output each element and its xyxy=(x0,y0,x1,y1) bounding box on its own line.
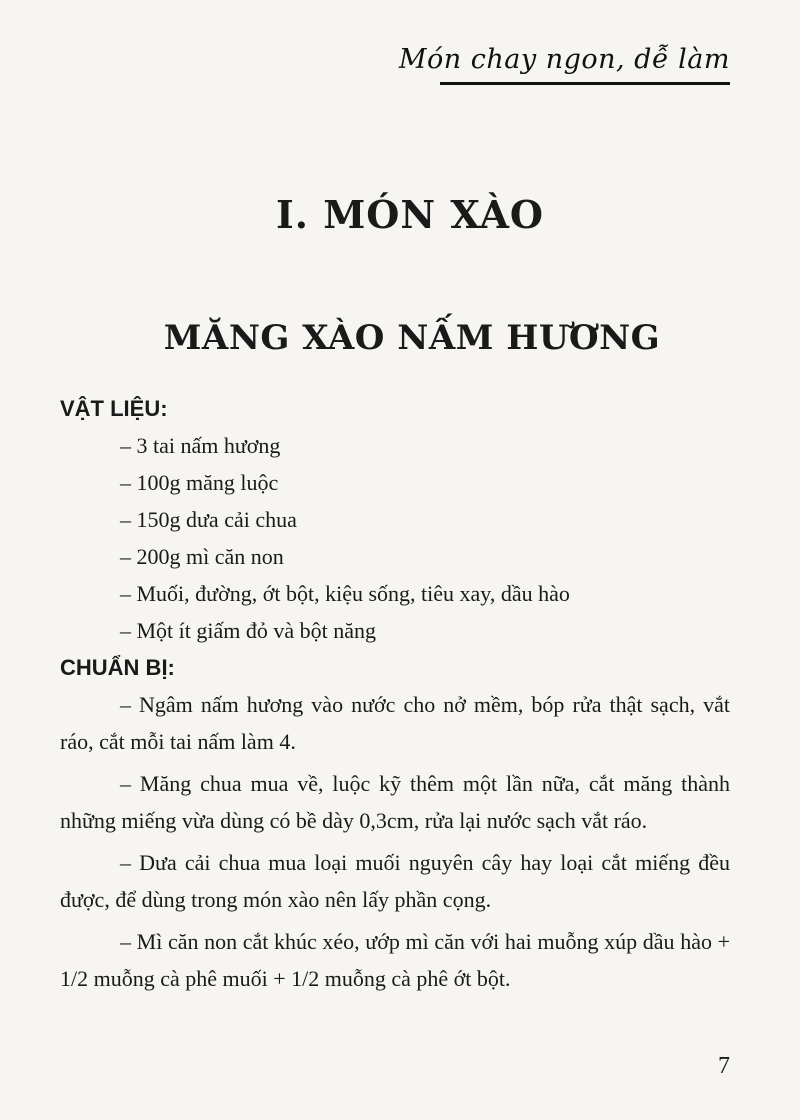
material-item: – 100g măng luộc xyxy=(120,470,279,495)
materials-heading: VẬT LIỆU: xyxy=(60,396,168,421)
preparation-step: – Mì căn non cắt khúc xéo, ướp mì căn với hai muỗng xúp dầu hào + 1/2 muỗng cà phê muối + 1/2 muỗng cà phê ớt bột. xyxy=(60,929,730,991)
material-item: – 200g mì căn non xyxy=(120,544,284,569)
section-title: I. MÓN XÀO xyxy=(275,192,545,237)
material-item: – Muối, đường, ớt bột, kiệu sống, tiêu xay, dầu hào xyxy=(120,581,570,606)
preparation-heading: CHUẨN BỊ: xyxy=(60,655,175,680)
preparation-step: – Ngâm nấm hương vào nước cho nở mềm, bóp rửa thật sạch, vắt ráo, cắt mỗi tai nấm làm 4. xyxy=(60,692,730,754)
page-number: 7 xyxy=(718,1053,730,1079)
material-item: – 150g dưa cải chua xyxy=(120,507,297,532)
preparation-step: – Măng chua mua về, luộc kỹ thêm một lần nữa, cắt măng thành những miếng vừa dùng có bề dày 0,3cm, rửa lại nước sạch vắt ráo. xyxy=(60,771,730,833)
material-item: – Một ít giấm đỏ và bột năng xyxy=(120,618,377,643)
header-rule xyxy=(440,82,730,85)
materials-list xyxy=(60,427,730,649)
preparation-step: – Dưa cải chua mua loại muối nguyên cây hay loại cắt miếng đều được, để dùng trong món xào nên lấy phần cọng. xyxy=(60,850,730,912)
recipe-body xyxy=(60,390,730,1002)
dish-title: MĂNG XÀO NẤM HƯƠNG xyxy=(163,318,661,358)
running-header: Món chay ngon, dễ làm xyxy=(398,44,730,75)
material-item: – 3 tai nấm hương xyxy=(120,433,281,458)
